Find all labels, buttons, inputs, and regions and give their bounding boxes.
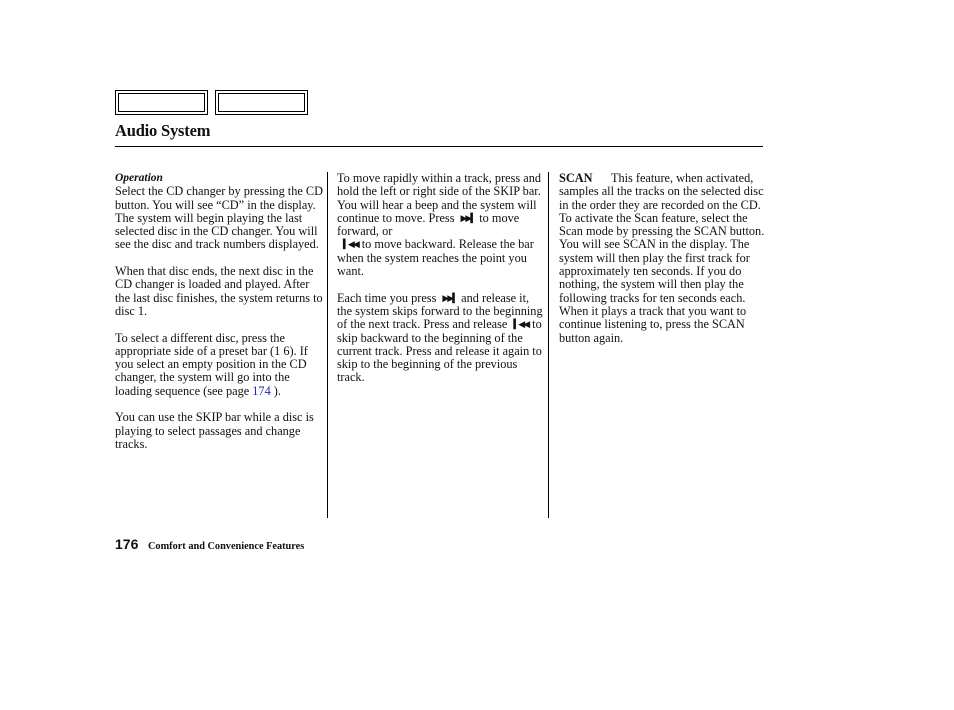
paragraph-cd-select: Select the CD changer by pressing the CD button. You will see “CD” in the display. The system will begin playing the last selected disc in the CD changer. You will see the disc and track numbers displayed. [115,184,323,252]
skip-forward-icon: ▶▶▍ [460,212,476,223]
skip-backward-icon: ▍◀◀ [513,319,529,330]
title-rule [115,146,763,147]
page-title: Audio System [115,121,211,140]
section-tab-2[interactable] [215,90,308,115]
skip-backward-icon: ▍◀◀ [343,239,358,250]
column-divider-2 [548,172,549,518]
scan-label: SCAN [559,171,593,185]
column-divider-1 [327,172,328,518]
operation-heading: Operation [115,172,163,184]
page-number: 176 [115,536,139,552]
section-tab-1[interactable] [115,90,208,115]
paragraph-select-disc: To select a different disc, press the appropriate side of a preset bar (1 6). If you select an empty position in the CD changer, the system will go into the loading sequence (see page 174 ). [115,330,308,398]
column-2 [337,172,543,398]
paragraph-move-rapidly: To move rapidly within a track, press and hold the left or right side of the SKIP bar. You will hear a beep and the system will continue to move. Press ▶▶▍ to move forward, or ▍◀◀ to move backward. Release the bar when the system reaches the point you want. [337,171,542,279]
column-1 [115,172,323,465]
footer-section-title: Comfort and Convenience Features [148,541,305,552]
skip-forward-icon: ▶▶▍ [442,292,458,303]
paragraph-skip-bar: You can use the SKIP bar while a disc is playing to select passages and change tracks. [115,410,314,451]
paragraph-scan: SCAN This feature, when activated, samples all the tracks on the selected disc in the order they are recorded on the CD. To activate the Scan feature, select the Scan mode by pressing the SCAN button. You will see SCAN in the display. The system will then play the first track for approximately ten seconds. If you do nothing, the system will then play the following tracks for ten seconds each. When it plays a track that you want to continue listening to, press the SCAN button again. [559,171,765,345]
paragraph-skip-track: Each time you press ▶▶▍ and release it, the system skips forward to the beginning of the next track. Press and release ▍◀◀ to skip backward to the beginning of the current track. Press and release it again to skip to the beginning of the previous track. [337,290,543,385]
page-link-174[interactable]: 174 [252,383,271,398]
column-3 [559,172,765,358]
paragraph-disc-end: When that disc ends, the next disc in the CD changer is loaded and played. After the last disc finishes, the system returns to disc 1. [115,264,323,318]
